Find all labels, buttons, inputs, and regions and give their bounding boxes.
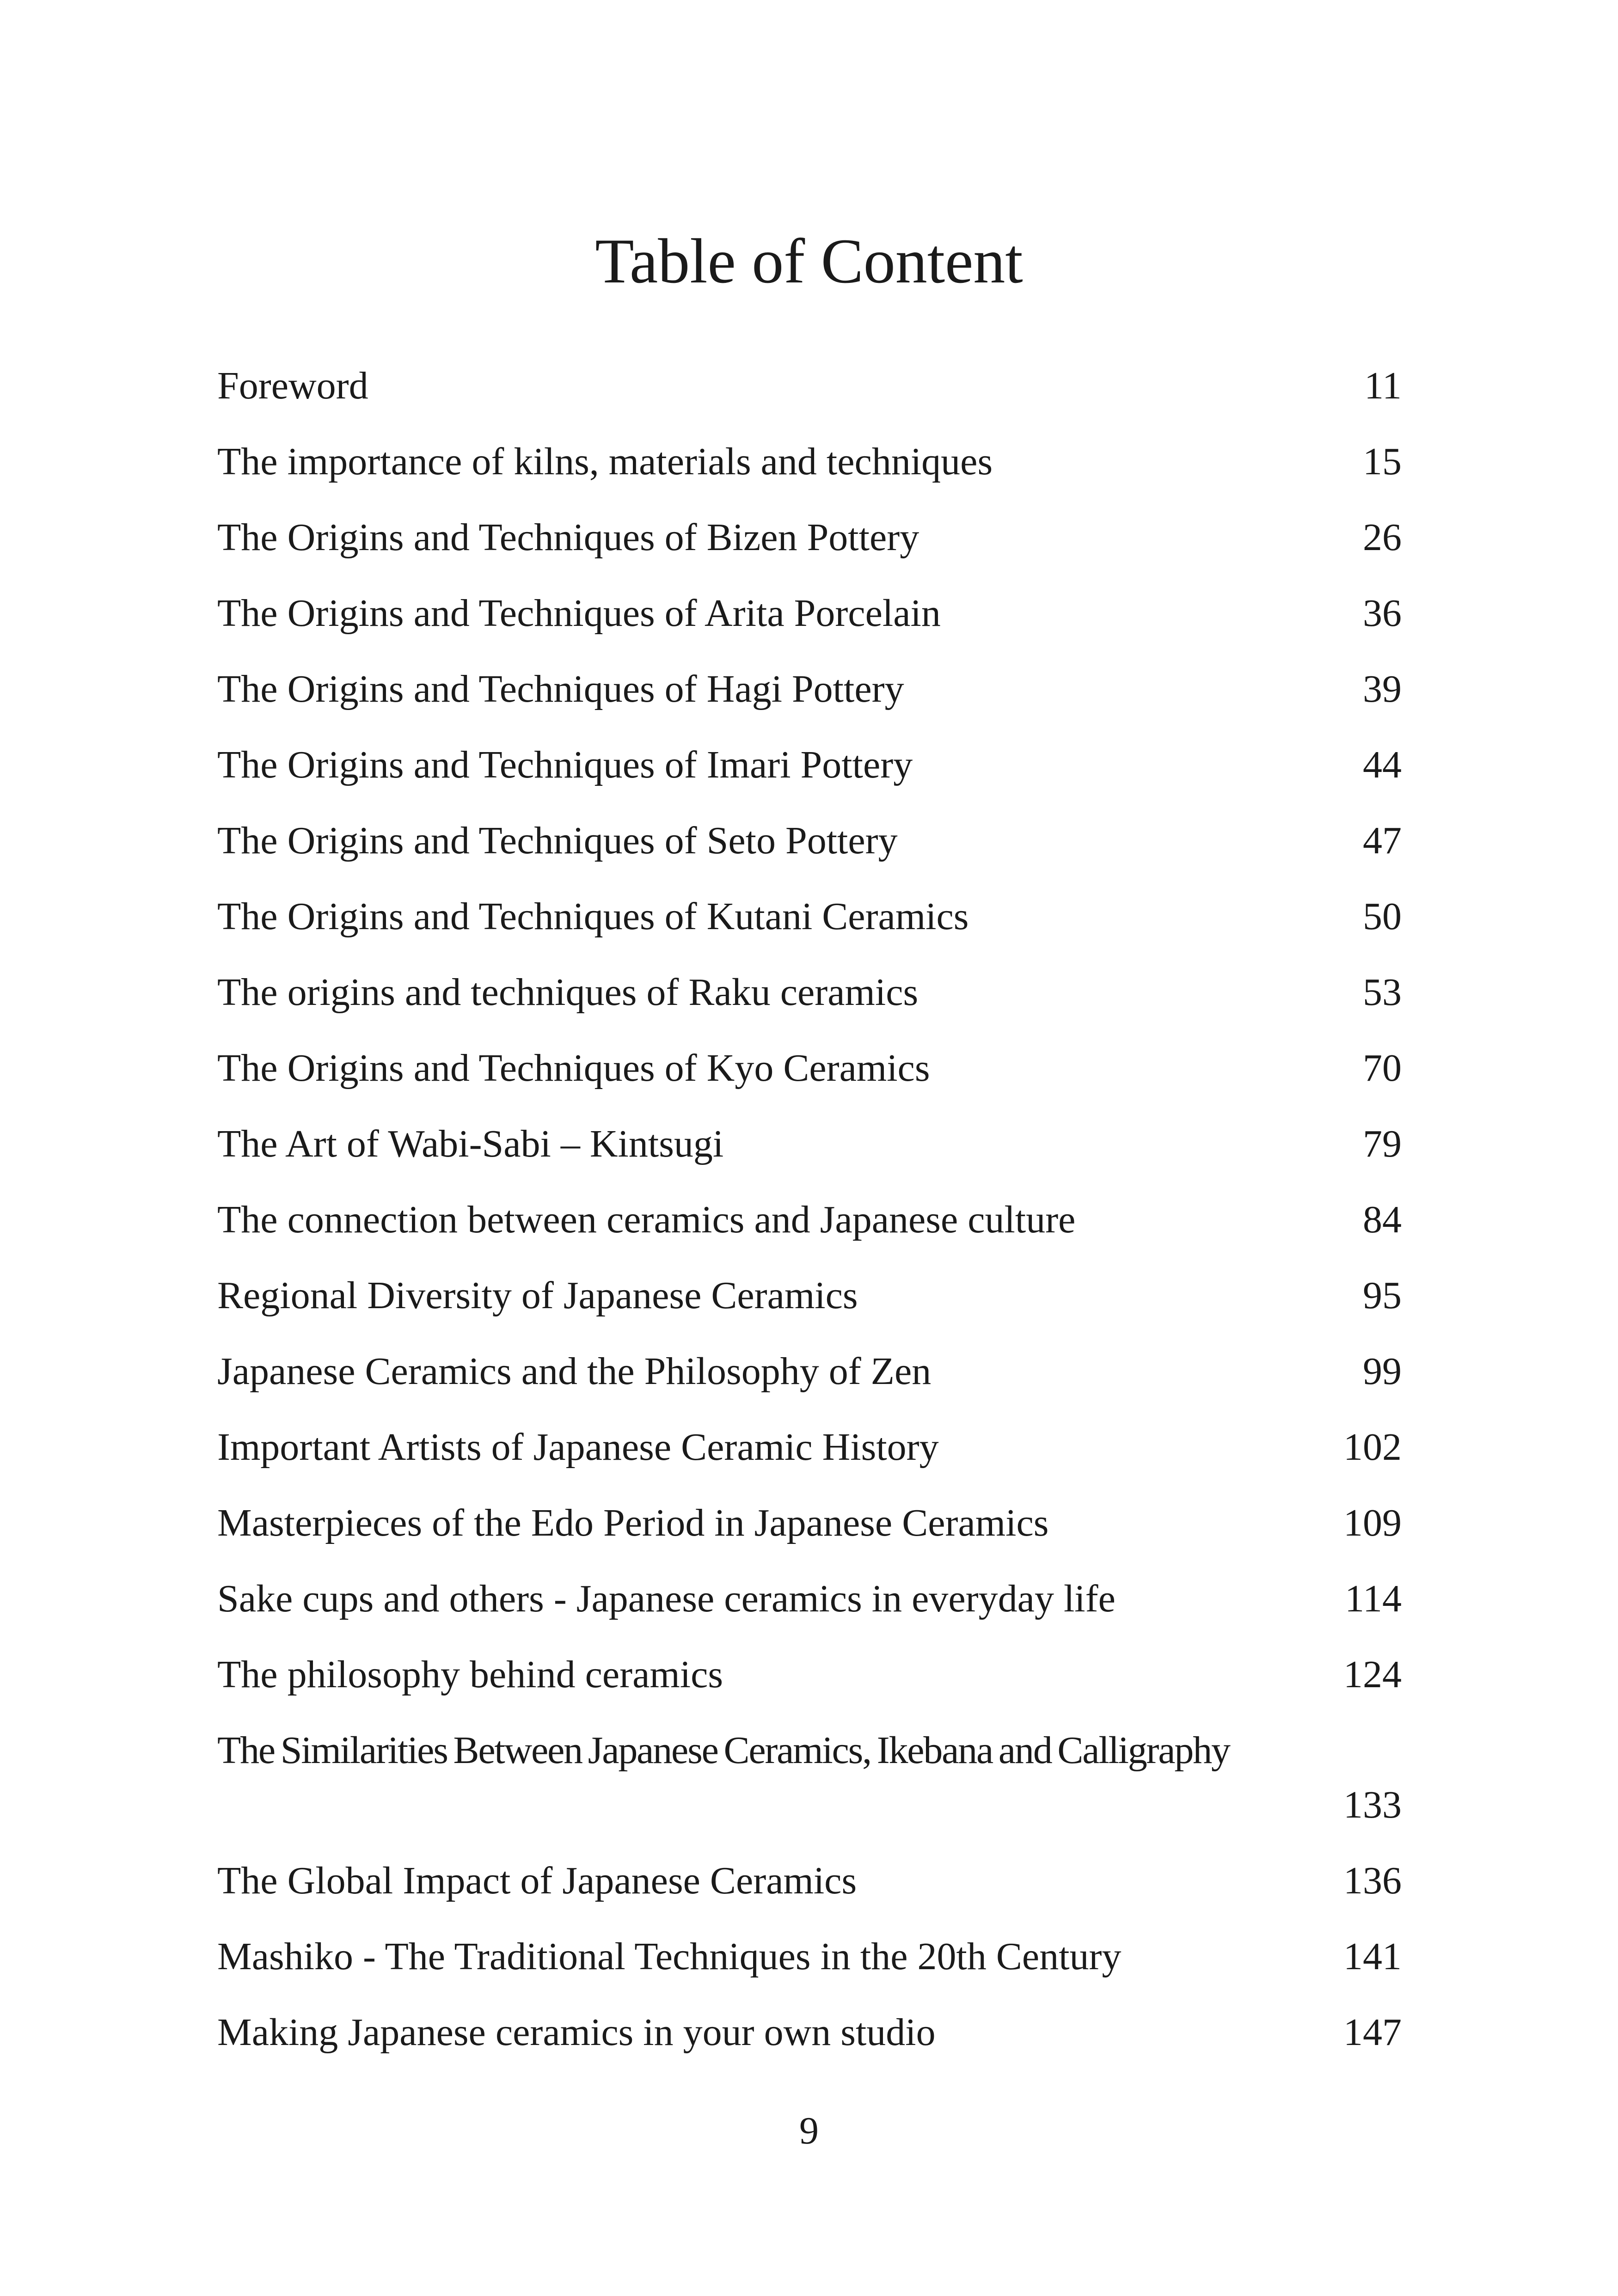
toc-entry-page: 39 — [1363, 667, 1402, 710]
toc-entry-page: 47 — [1363, 819, 1402, 862]
toc-entry — [217, 586, 1402, 662]
page-number: 9 — [799, 2109, 819, 2152]
toc-entry — [217, 1344, 1402, 1420]
toc-entry — [217, 435, 1402, 510]
toc-entry-title: Foreword — [217, 364, 368, 407]
toc-entry — [217, 510, 1402, 586]
toc-entry-page: 109 — [1343, 1501, 1402, 1544]
toc-entry-page: 133 — [1343, 1783, 1402, 1826]
toc-entry-page: 84 — [1363, 1198, 1402, 1241]
toc-entry-page: 26 — [1363, 516, 1402, 559]
toc-entry-title: The Origins and Techniques of Imari Pottery — [217, 743, 913, 786]
table-of-contents — [217, 359, 1402, 2081]
toc-entry-page: 15 — [1363, 440, 1402, 483]
toc-entry-title: Making Japanese ceramics in your own studio — [217, 2011, 936, 2054]
toc-entry-title: The Similarities Between Japanese Ceramics, Ikebana and Calligraphy — [217, 1729, 1230, 1772]
toc-entry — [217, 359, 1402, 435]
toc-entry-page: 36 — [1363, 592, 1402, 635]
toc-entry — [217, 1647, 1402, 1723]
toc-entry-page: 11 — [1364, 364, 1402, 407]
toc-entry-page: 114 — [1345, 1577, 1402, 1620]
toc-entry-title: The Origins and Techniques of Arita Porcelain — [217, 592, 941, 635]
toc-entry — [217, 1723, 1402, 1854]
toc-entry-title: The Origins and Techniques of Bizen Pottery — [217, 516, 919, 559]
page-title: Table of Content — [595, 226, 1023, 296]
toc-entry-page: 50 — [1363, 895, 1402, 938]
toc-entry-page: 99 — [1363, 1350, 1402, 1393]
toc-entry-title: Japanese Ceramics and the Philosophy of Zen — [217, 1350, 932, 1393]
toc-entry-page: 53 — [1363, 971, 1402, 1014]
toc-entry — [217, 814, 1402, 889]
toc-entry-page: 70 — [1363, 1047, 1402, 1090]
toc-entry-title: The connection between ceramics and Japanese culture — [217, 1198, 1076, 1241]
toc-entry-title: The Origins and Techniques of Kyo Ceramics — [217, 1047, 930, 1090]
toc-entry — [217, 1268, 1402, 1344]
toc-entry-title: Sake cups and others - Japanese ceramics in everyday life — [217, 1577, 1115, 1620]
toc-entry-title: Mashiko - The Traditional Techniques in the 20th Century — [217, 1935, 1122, 1978]
toc-entry-page: 147 — [1343, 2011, 1402, 2054]
toc-entry-title: Regional Diversity of Japanese Ceramics — [217, 1274, 858, 1317]
toc-entry — [217, 1193, 1402, 1268]
toc-entry-title: Important Artists of Japanese Ceramic History — [217, 1426, 939, 1469]
toc-entry-title: The importance of kilns, materials and techniques — [217, 440, 993, 483]
toc-entry — [217, 1117, 1402, 1193]
toc-entry-title: The Art of Wabi-Sabi – Kintsugi — [217, 1122, 724, 1165]
toc-entry-page: 136 — [1343, 1859, 1402, 1902]
toc-entry — [217, 1929, 1402, 2005]
toc-entry — [217, 1572, 1402, 1647]
toc-entry-title: The philosophy behind ceramics — [217, 1653, 723, 1696]
toc-entry-page: 102 — [1343, 1426, 1402, 1469]
toc-entry — [217, 889, 1402, 965]
toc-entry-page: 124 — [1343, 1653, 1402, 1696]
toc-entry — [217, 738, 1402, 814]
toc-entry-page: 141 — [1343, 1935, 1402, 1978]
toc-entry — [217, 662, 1402, 738]
toc-entry-page: 44 — [1363, 743, 1402, 786]
toc-entry — [217, 1420, 1402, 1496]
toc-entry-title: The origins and techniques of Raku ceramics — [217, 971, 919, 1014]
toc-entry — [217, 1041, 1402, 1117]
toc-entry-title: The Origins and Techniques of Hagi Pottery — [217, 667, 904, 710]
toc-entry — [217, 965, 1402, 1041]
toc-entry — [217, 1496, 1402, 1572]
toc-entry-page: 95 — [1363, 1274, 1402, 1317]
toc-entry-title: Masterpieces of the Edo Period in Japanese Ceramics — [217, 1501, 1049, 1544]
toc-entry-title: The Global Impact of Japanese Ceramics — [217, 1859, 857, 1902]
toc-entry — [217, 1854, 1402, 1929]
toc-entry — [217, 2005, 1402, 2081]
toc-entry-title: The Origins and Techniques of Kutani Ceramics — [217, 895, 969, 938]
toc-entry-page: 79 — [1363, 1122, 1402, 1165]
toc-entry-title: The Origins and Techniques of Seto Pottery — [217, 819, 898, 862]
